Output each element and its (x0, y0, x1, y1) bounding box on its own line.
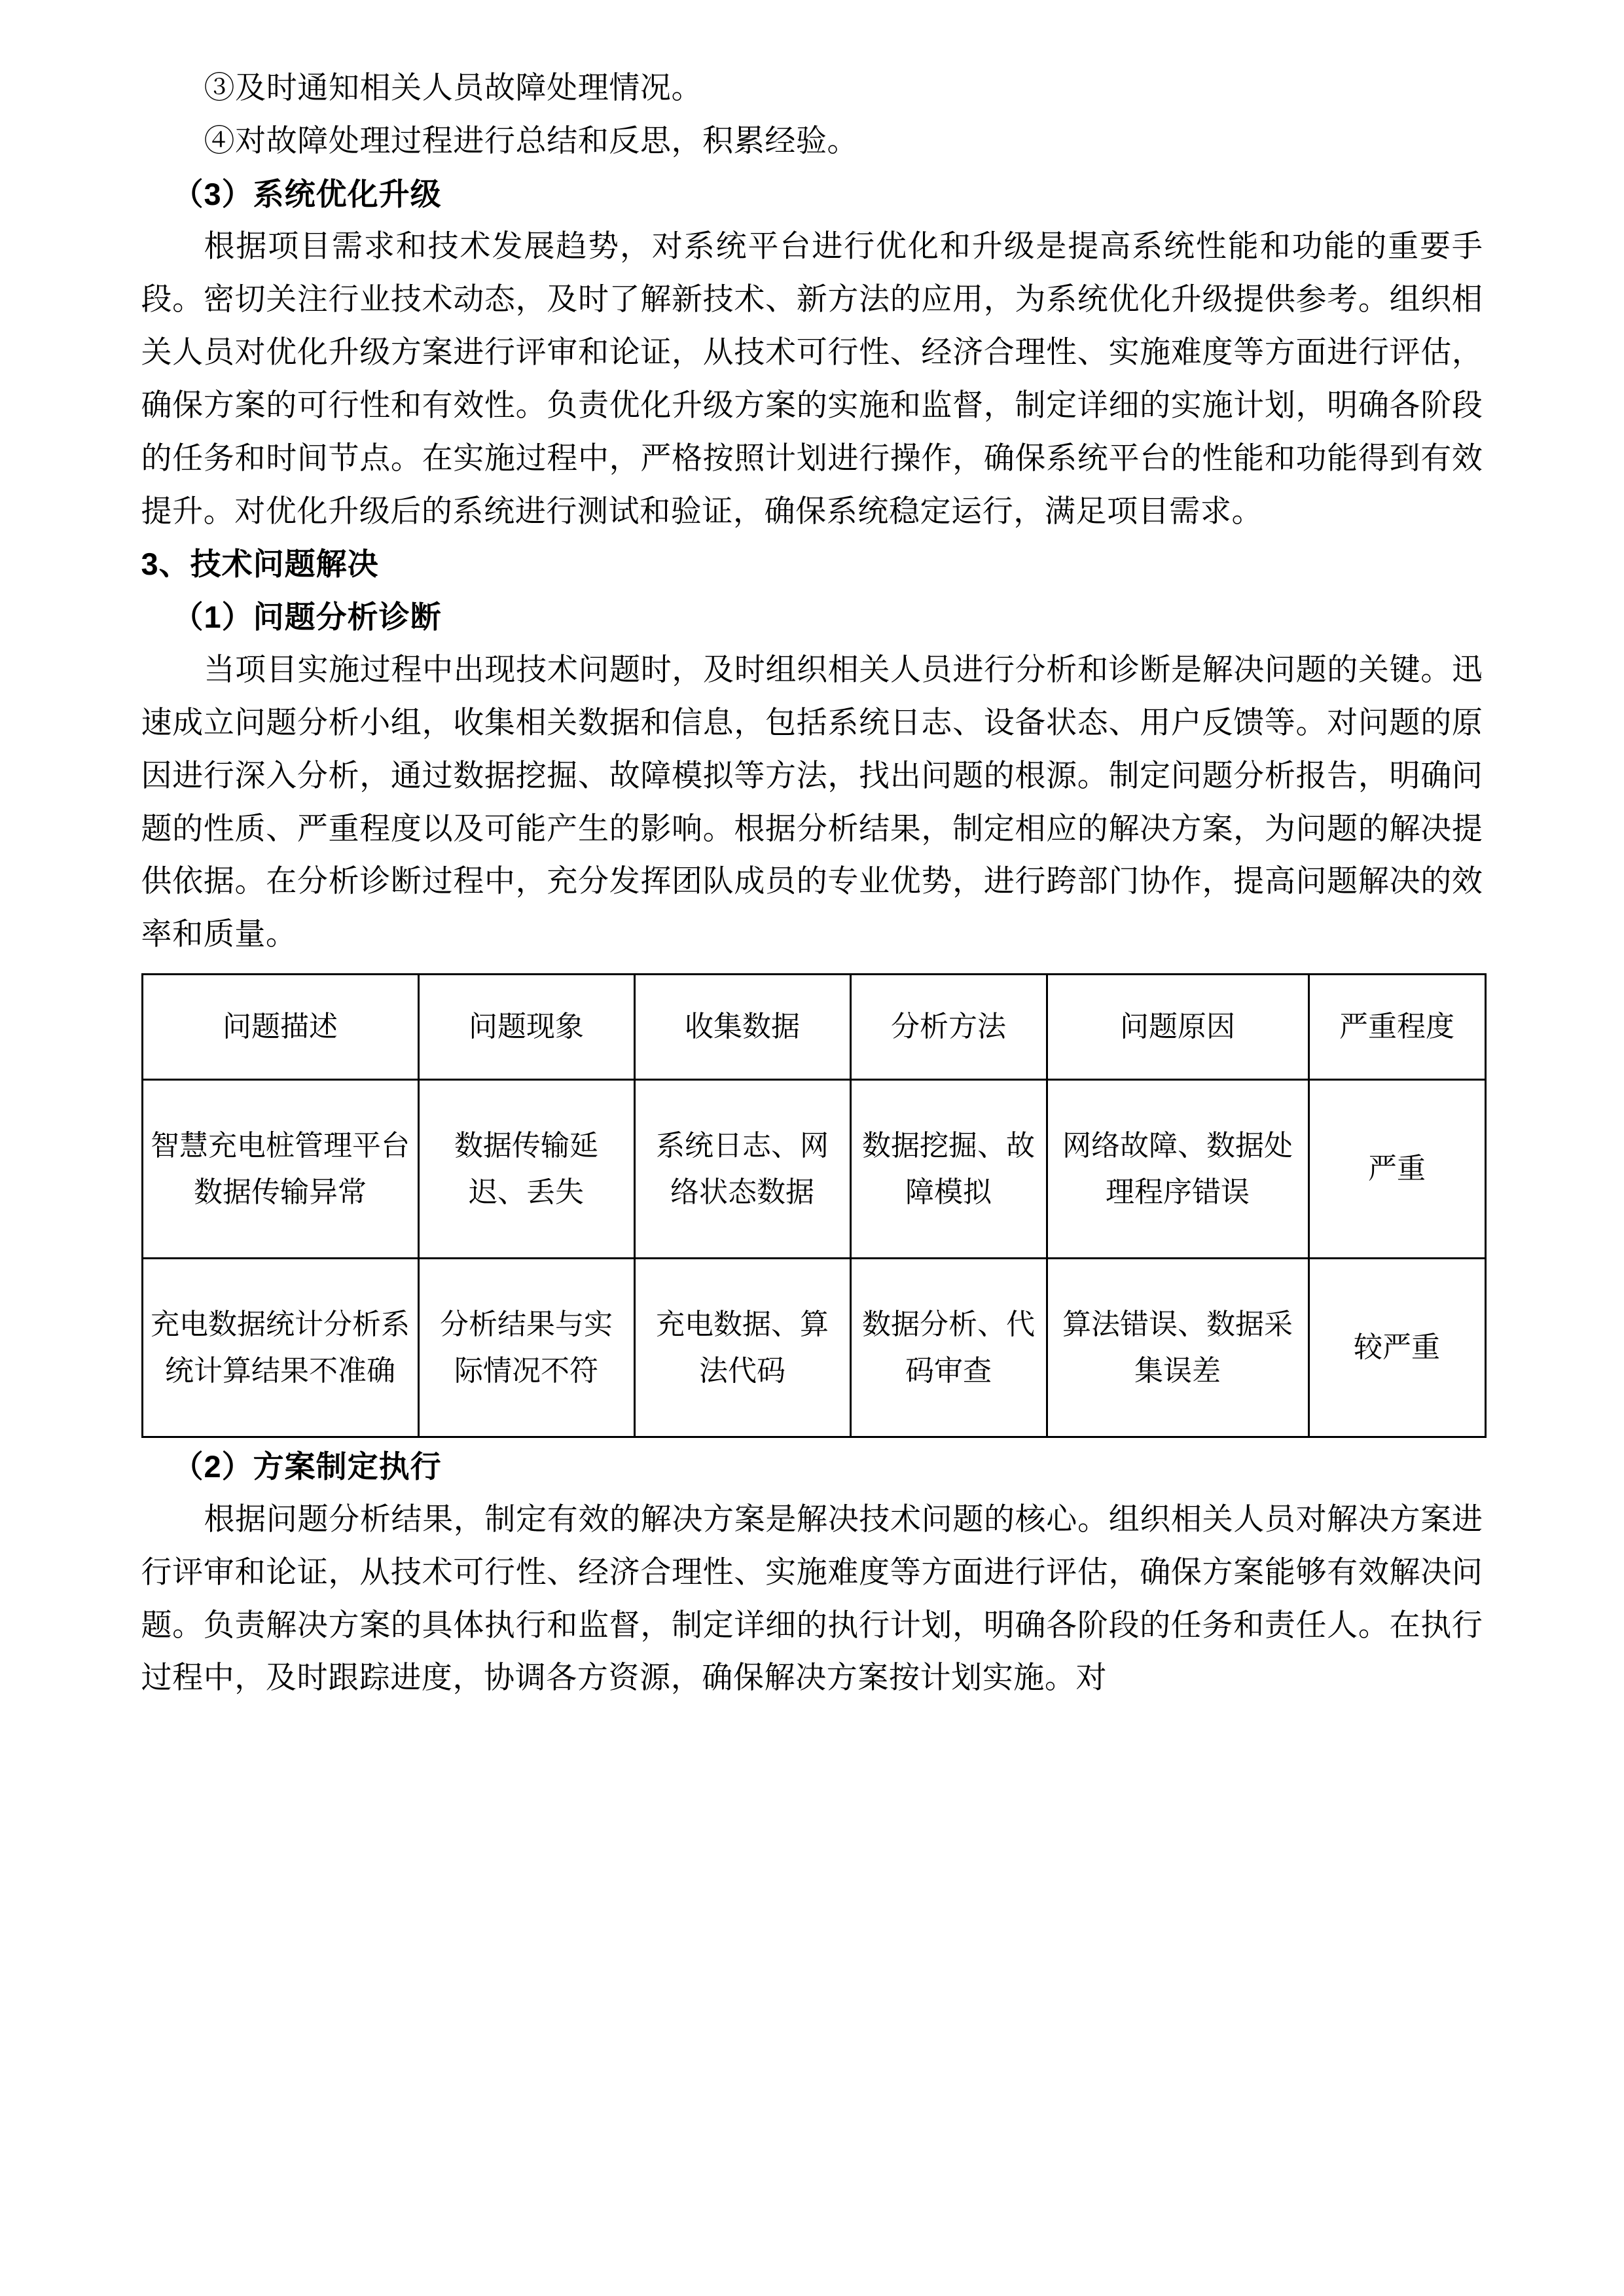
table-header-collected-data: 收集数据 (634, 975, 850, 1080)
table-row (142, 1080, 1485, 1259)
paragraph-plan-formulation: 根据问题分析结果，制定有效的解决方案是解决技术问题的核心。组织相关人员对解决方案进行评审和论证，从技术可行性、经济合理性、实施难度等方面进行评估，确保方案能够有效解决问题。负责解决方案的具体执行和监督，制定详细的执行计划，明确各阶段的任务和责任人。在执行过程中，及时跟踪进度，协调各方资源，确保解决方案按计划实施。对 (141, 1502, 1483, 1696)
table-header-severity: 严重程度 (1308, 975, 1485, 1080)
table-cell-problem-description: 智慧充电桩管理平台数据传输异常 (142, 1080, 418, 1259)
table-cell-severity: 严重 (1308, 1080, 1485, 1259)
heading-plan-formulation: （2）方案制定执行 (172, 1449, 442, 1484)
table-cell-problem-cause: 网络故障、数据处理程序错误 (1047, 1080, 1308, 1259)
paragraph-problem-analysis: 当项目实施过程中出现技术问题时，及时组织相关人员进行分析和诊断是解决问题的关键。迅速成立问题分析小组，收集相关数据和信息，包括系统日志、设备状态、用户反馈等。对问题的原因进行深入分析，通过数据挖掘、故障模拟等方法，找出问题的根源。制定问题分析报告，明确问题的性质、严重程度以及可能产生的影响。根据分析结果，制定相应的解决方案，为问题的解决提供依据。在分析诊断过程中，充分发挥团队成员的专业优势，进行跨部门协作，提高问题解决的效率和质量。 (141, 653, 1483, 952)
table-cell-collected-data: 系统日志、网络状态数据 (634, 1080, 850, 1259)
paragraph-system-optimization: 根据项目需求和技术发展趋势，对系统平台进行优化和升级是提高系统性能和功能的重要手段。密切关注行业技术动态，及时了解新技术、新方法的应用，为系统优化升级提供参考。组织相关人员对优化升级方案进行评审和论证，从技术可行性、经济合理性、实施难度等方面进行评估，确保方案的可行性和有效性。负责优化升级方案的实施和监督，制定详细的实施计划，明确各阶段的任务和时间节点。在实施过程中，严格按照计划进行操作，确保系统平台的性能和功能得到有效提升。对优化升级后的系统进行测试和验证，确保系统稳定运行，满足项目需求。 (141, 230, 1483, 529)
table-header-problem-description: 问题描述 (142, 975, 418, 1080)
problem-analysis-table (141, 973, 1487, 1438)
table-header-problem-symptom: 问题现象 (418, 975, 634, 1080)
table-cell-problem-symptom: 数据传输延迟、丢失 (418, 1080, 634, 1259)
table-header-analysis-method: 分析方法 (850, 975, 1047, 1080)
heading-system-optimization: （3）系统优化升级 (172, 176, 442, 211)
table-header-row (142, 975, 1485, 1080)
table-header-problem-cause: 问题原因 (1047, 975, 1308, 1080)
table-row (142, 1259, 1485, 1437)
table-cell-collected-data: 充电数据、算法代码 (634, 1259, 850, 1437)
table-cell-severity: 较严重 (1308, 1259, 1485, 1437)
table-cell-problem-symptom: 分析结果与实际情况不符 (418, 1259, 634, 1437)
list-item-3: ③及时通知相关人员故障处理情况。 (204, 71, 703, 105)
table-cell-problem-description: 充电数据统计分析系统计算结果不准确 (142, 1259, 418, 1437)
table-cell-analysis-method: 数据分析、代码审查 (850, 1259, 1047, 1437)
page-content (141, 62, 1483, 1705)
list-item-4: ④对故障处理过程进行总结和反思，积累经验。 (204, 124, 859, 158)
heading-technical-problem-solving: 3、技术问题解决 (141, 547, 379, 582)
heading-problem-analysis: （1）问题分析诊断 (172, 600, 442, 635)
table-cell-analysis-method: 数据挖掘、故障模拟 (850, 1080, 1047, 1259)
table-cell-problem-cause: 算法错误、数据采集误差 (1047, 1259, 1308, 1437)
